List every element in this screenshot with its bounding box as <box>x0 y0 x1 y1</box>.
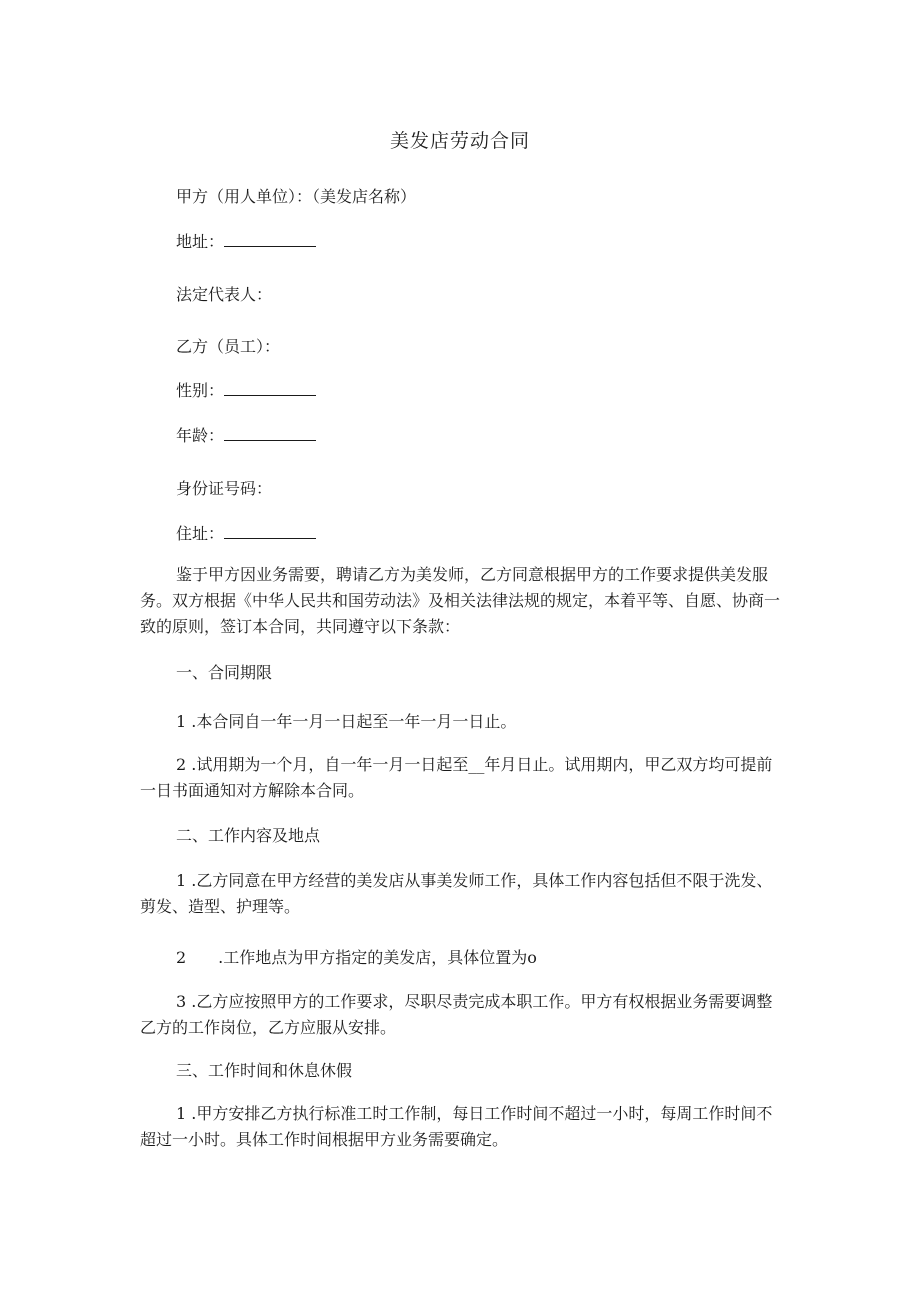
section-1-item-1: 1 .本合同自一年一月一日起至一年一月一日止。 <box>176 712 517 731</box>
section-3-item-1: 1 .甲方安排乙方执行标准工时工作制，每日工作时间不超过一小时，每周工作时间不超过一小时。具体工作时间根据甲方业务需要确定。 <box>140 1104 773 1149</box>
section-2-item-2: 2 .工作地点为甲方指定的美发店，具体位置为o <box>176 948 537 967</box>
residence-blank <box>224 524 316 539</box>
age-label: 年龄： <box>176 426 225 445</box>
residence-label: 住址： <box>176 524 225 543</box>
residence-line <box>176 521 316 544</box>
document-title: 美发店劳动合同 <box>389 130 530 152</box>
gender-blank <box>224 381 316 396</box>
address-label: 地址： <box>176 232 225 251</box>
section-1-item-2: 2 .试用期为一个月，自一年一月一日起至__年月日止。试用期内，甲乙双方均可提前一日书面通知对方解除本合同。 <box>140 755 773 800</box>
party-a-line: 甲方（用人单位）：（美发店名称） <box>176 187 417 206</box>
party-b-line: 乙方（员工）： <box>176 337 281 356</box>
legal-rep-line: 法定代表人： <box>176 285 273 304</box>
section-2-item-1: 1 .乙方同意在甲方经营的美发店从事美发师工作，具体工作内容包括但不限于洗发、剪发、造型、护理等。 <box>140 871 773 916</box>
preamble-paragraph: 鉴于甲方因业务需要，聘请乙方为美发师，乙方同意根据甲方的工作要求提供美发服务。双方根据《中华人民共和国劳动法》及相关法律法规的规定，本着平等、自愿、协商一致的原则，签订本合同，共同遵守以下条款： <box>140 565 781 636</box>
section-3-heading: 三、工作时间和休息休假 <box>176 1061 353 1080</box>
address-line <box>176 229 316 252</box>
gender-line <box>176 378 316 401</box>
section-2-item-3: 3 .乙方应按照甲方的工作要求，尽职尽责完成本职工作。甲方有权根据业务需要调整乙方的工作岗位，乙方应服从安排。 <box>140 992 773 1037</box>
section-1-heading: 一、合同期限 <box>176 663 273 682</box>
address-blank <box>224 232 316 247</box>
age-blank <box>224 426 316 441</box>
gender-label: 性别： <box>176 381 225 400</box>
id-number-line: 身份证号码： <box>176 479 273 498</box>
age-line <box>176 423 316 446</box>
section-2-heading: 二、工作内容及地点 <box>176 826 321 845</box>
